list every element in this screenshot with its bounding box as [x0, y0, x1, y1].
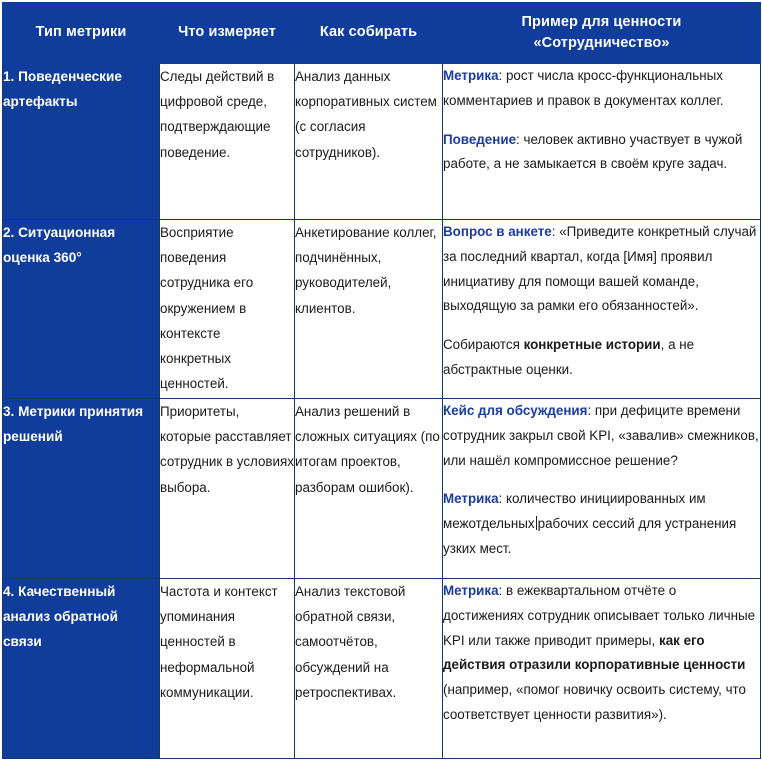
row-2-example-paragraph-1	[443, 220, 760, 319]
row-1-example-text-2: : человек активно участвует в чужой работе, а не замыкается в своём круге задач.	[443, 131, 743, 172]
column-header-example-line2: «Сотрудничество»	[533, 35, 670, 51]
row-3-example-text-2a: : количество инициированных им межотдельных	[443, 491, 706, 532]
row-4-example-text-1b: (например, «помог новичку освоить систему, что соответствует ценности развития»).	[443, 682, 746, 722]
row-1-example	[443, 64, 761, 220]
row-2-collect: Анкетирование коллег, подчинённых, руководителей, клиентов.	[295, 220, 443, 399]
row-3-measures: Приоритеты, которые расставляет сотрудник в условиях выбора.	[160, 399, 295, 579]
row-3-category: 3. Метрики принятия решений	[3, 399, 160, 579]
row-3-example-label-1: Кейс для обсуждения	[443, 403, 588, 418]
table-row	[3, 399, 761, 579]
row-2-example-paragraph-2	[443, 333, 760, 383]
text-cursor-caret	[536, 516, 537, 530]
column-header-collect	[295, 3, 443, 64]
row-3-example-paragraph-2	[443, 487, 760, 561]
row-3-example-label-2: Метрика	[443, 491, 499, 507]
table-row	[3, 579, 761, 759]
row-4-example-label-1: Метрика	[443, 583, 499, 598]
row-2-example-text-2a: Собираются	[443, 337, 524, 353]
row-1-collect: Анализ данных корпоративных систем (с согласия сотрудников).	[295, 64, 443, 220]
row-1-example-paragraph-2	[443, 128, 760, 178]
column-header-metric-type	[3, 3, 160, 64]
row-1-example-paragraph-1	[443, 64, 760, 114]
row-3-example-text-1: : при дефиците времени сотрудник закрыл свой KPI, «завалив» смежников, или нашёл компромиссное решение?	[443, 403, 759, 468]
row-4-example-emphasis: как его действия отразили корпоративные ценности	[443, 632, 746, 673]
row-2-example-text-2b: , а не абстрактные оценки.	[443, 337, 695, 377]
row-4-example-paragraph-1	[443, 579, 760, 728]
row-3-example	[443, 399, 761, 579]
row-3-collect: Анализ решений в сложных ситуациях (по итогам проектов, разборам ошибок).	[295, 399, 443, 579]
table-row	[3, 64, 761, 220]
row-1-example-label-2: Поведение	[443, 131, 517, 147]
row-2-example-text-1: : «Приведите конкретный случай за последний квартал, когда [Имя] проявил инициативу для помощи вашей команде, выходящую за рамки его обязанностей».	[443, 224, 757, 314]
row-2-measures: Восприятие поведения сотрудника его окружением в контексте конкретных ценностей.	[160, 220, 295, 399]
row-4-category: 4. Качественный анализ обратной связи	[3, 579, 160, 759]
row-2-category: 2. Ситуационная оценка 360°	[3, 220, 160, 399]
table-row	[3, 220, 761, 399]
column-header-example-line1: Пример для ценности	[521, 13, 682, 30]
column-header-measures-line1: Что измеряет	[178, 24, 276, 41]
metrics-table-container	[0, 2, 762, 760]
column-header-example	[443, 3, 761, 64]
row-2-example	[443, 220, 761, 399]
column-header-measures	[160, 3, 295, 64]
column-header-metric-type-line1: Тип метрики	[35, 24, 127, 41]
row-4-measures: Частота и контекст упоминания ценностей в неформальной коммуникации.	[160, 579, 295, 759]
row-4-example-text-1a: : в ежеквартальном отчёте о достижениях сотрудник описывает только личные KPI или также приводит примеры,	[443, 583, 756, 648]
row-2-example-label-1: Вопрос в анкете	[443, 224, 552, 239]
column-header-collect-line1: Как собирать	[319, 24, 418, 41]
row-1-measures: Следы действий в цифровой среде, подтверждающие поведение.	[160, 64, 295, 220]
row-3-example-text-2b: рабочих сессий для устранения узких мест.	[443, 516, 737, 556]
table-header-row	[3, 3, 761, 64]
row-1-example-text-1: : рост числа кросс-функциональных комментариев и правок в документах коллег.	[443, 68, 724, 108]
row-4-collect: Анализ текстовой обратной связи, самоотчётов, обсуждений на ретроспективах.	[295, 579, 443, 759]
row-3-example-paragraph-1	[443, 399, 760, 473]
metrics-table	[2, 2, 761, 759]
row-4-example	[443, 579, 761, 759]
row-1-category: 1. Поведенческие артефакты	[3, 64, 160, 220]
row-2-example-emphasis: конкретные истории	[523, 337, 661, 353]
row-1-example-label-1: Метрика	[443, 68, 499, 83]
